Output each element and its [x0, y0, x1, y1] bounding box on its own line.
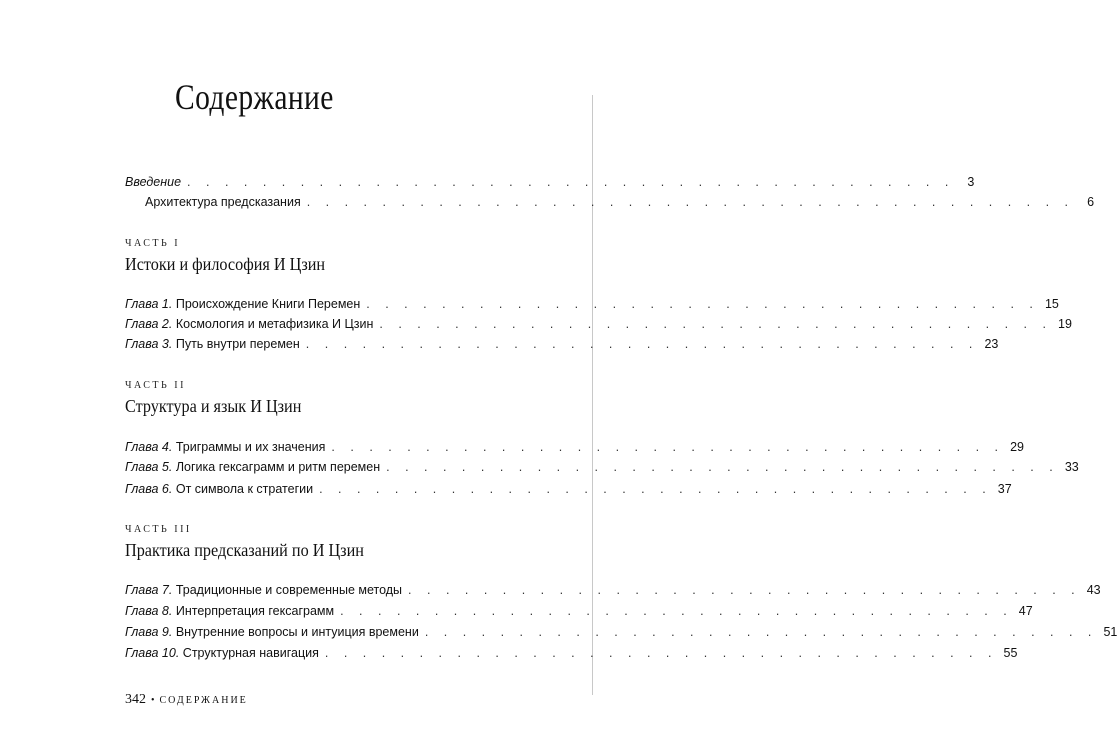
chapter-title: Структурная навигация — [182, 646, 319, 660]
dot-leader: . . . . . . . . . . . . . . . . . . . . . . . . . . . . . . . . . . . . — [366, 297, 1039, 311]
toc-entry-chapter-10[interactable] — [125, 643, 1018, 663]
part-label: ЧАСТЬ III — [125, 524, 192, 535]
chapter-number: Глава 10. — [125, 646, 180, 660]
part-label: ЧАСТЬ I — [125, 238, 181, 249]
chapter-number: Глава 2. — [125, 317, 173, 331]
toc-entry-intro[interactable] — [125, 172, 975, 192]
part-title[interactable]: Истоки и философия И Цзин — [125, 254, 326, 274]
toc-entry-chapter-3[interactable] — [125, 334, 999, 354]
page-number: 47 — [1018, 604, 1033, 618]
running-head: СОДЕРЖАНИЕ — [159, 695, 248, 706]
dot-leader: . . . . . . . . . . . . . . . . . . . . . . . . . . . . . . . . . . . . — [379, 317, 1052, 331]
chapter-title: От символа к стратегии — [175, 482, 314, 496]
page-number: 55 — [1003, 646, 1018, 660]
page-number: 6 — [1087, 195, 1095, 209]
toc-entry-chapter-9[interactable] — [125, 622, 1117, 642]
toc-entry-chapter-8[interactable] — [125, 601, 1033, 621]
dot-leader: . . . . . . . . . . . . . . . . . . . . . . . . . . . . . . . . . . . . — [305, 337, 979, 351]
chapter-title: Внутренние вопросы и интуиция времени — [175, 625, 419, 639]
entry-number: Введение — [125, 175, 182, 189]
toc-entry-chapter-5[interactable] — [125, 457, 1079, 477]
chapter-title: Интерпретация гексаграмм — [175, 604, 335, 618]
chapter-number: Глава 6. — [125, 482, 173, 496]
toc-entry-architecture[interactable] — [125, 192, 1095, 212]
chapter-number: Глава 5. — [125, 460, 173, 474]
chapter-number: Глава 8. — [125, 604, 173, 618]
chapter-number: Глава 1. — [125, 297, 173, 311]
dot-leader: . . . . . . . . . . . . . . . . . . . . . . . . . . . . . . . . . . . . . . . . . — [187, 175, 955, 189]
page-number: 19 — [1058, 317, 1072, 331]
chapter-title: Логика гексаграмм и ритм перемен — [175, 460, 381, 474]
page-number: 51 — [1103, 625, 1117, 639]
bullet-separator: • — [151, 695, 155, 706]
dot-leader: . . . . . . . . . . . . . . . . . . . . . . . . . . . . . . . . . . . . — [331, 440, 1004, 454]
page-number: 3 — [967, 175, 975, 189]
dot-leader: . . . . . . . . . . . . . . . . . . . . . . . . . . . . . . . . . . . . — [340, 604, 1013, 618]
toc-entry-chapter-6[interactable] — [125, 479, 1012, 499]
dot-leader: . . . . . . . . . . . . . . . . . . . . . . . . . . . . . . . . . . . . — [408, 583, 1081, 597]
chapter-number: Глава 7. — [125, 583, 173, 597]
dot-leader: . . . . . . . . . . . . . . . . . . . . . . . . . . . . . . . . . . . . . . . . . — [306, 195, 1075, 209]
dot-leader: . . . . . . . . . . . . . . . . . . . . . . . . . . . . . . . . . . . . — [386, 460, 1059, 474]
part-title[interactable]: Структура и язык И Цзин — [125, 396, 302, 416]
chapter-title: Традиционные и современные методы — [175, 583, 403, 597]
chapter-number: Глава 4. — [125, 440, 173, 454]
chapter-title: Триграммы и их значения — [175, 440, 326, 454]
page-number: 33 — [1064, 460, 1079, 474]
chapter-number: Глава 3. — [125, 337, 173, 351]
page-title: Содержание — [175, 77, 334, 118]
page-number: 23 — [984, 337, 999, 351]
page-footer — [125, 692, 248, 708]
toc-entry-chapter-2[interactable] — [125, 314, 1072, 334]
page-number: 29 — [1010, 440, 1024, 454]
chapter-title: Путь внутри перемен — [175, 337, 300, 351]
part-title[interactable]: Практика предсказаний по И Цзин — [125, 540, 364, 560]
chapter-title: Космология и метафизика И Цзин — [175, 317, 374, 331]
chapter-number: Глава 9. — [125, 625, 173, 639]
toc-entry-chapter-4[interactable] — [125, 437, 1024, 457]
dot-leader: . . . . . . . . . . . . . . . . . . . . . . . . . . . . . . . . . . . . — [319, 482, 992, 496]
dot-leader: . . . . . . . . . . . . . . . . . . . . . . . . . . . . . . . . . . . . — [424, 625, 1098, 639]
page-number: 15 — [1044, 297, 1059, 311]
page-number: 37 — [997, 482, 1012, 496]
toc-entry-chapter-1[interactable] — [125, 294, 1059, 314]
toc-entry-chapter-7[interactable] — [125, 580, 1101, 600]
page-number: 43 — [1086, 583, 1101, 597]
part-label: ЧАСТЬ II — [125, 380, 186, 391]
folio-number: 342 — [125, 692, 146, 707]
dot-leader: . . . . . . . . . . . . . . . . . . . . . . . . . . . . . . . . . . . . — [324, 646, 998, 660]
entry-title: Архитектура предсказания — [145, 195, 301, 209]
chapter-title: Происхождение Книги Перемен — [175, 297, 361, 311]
